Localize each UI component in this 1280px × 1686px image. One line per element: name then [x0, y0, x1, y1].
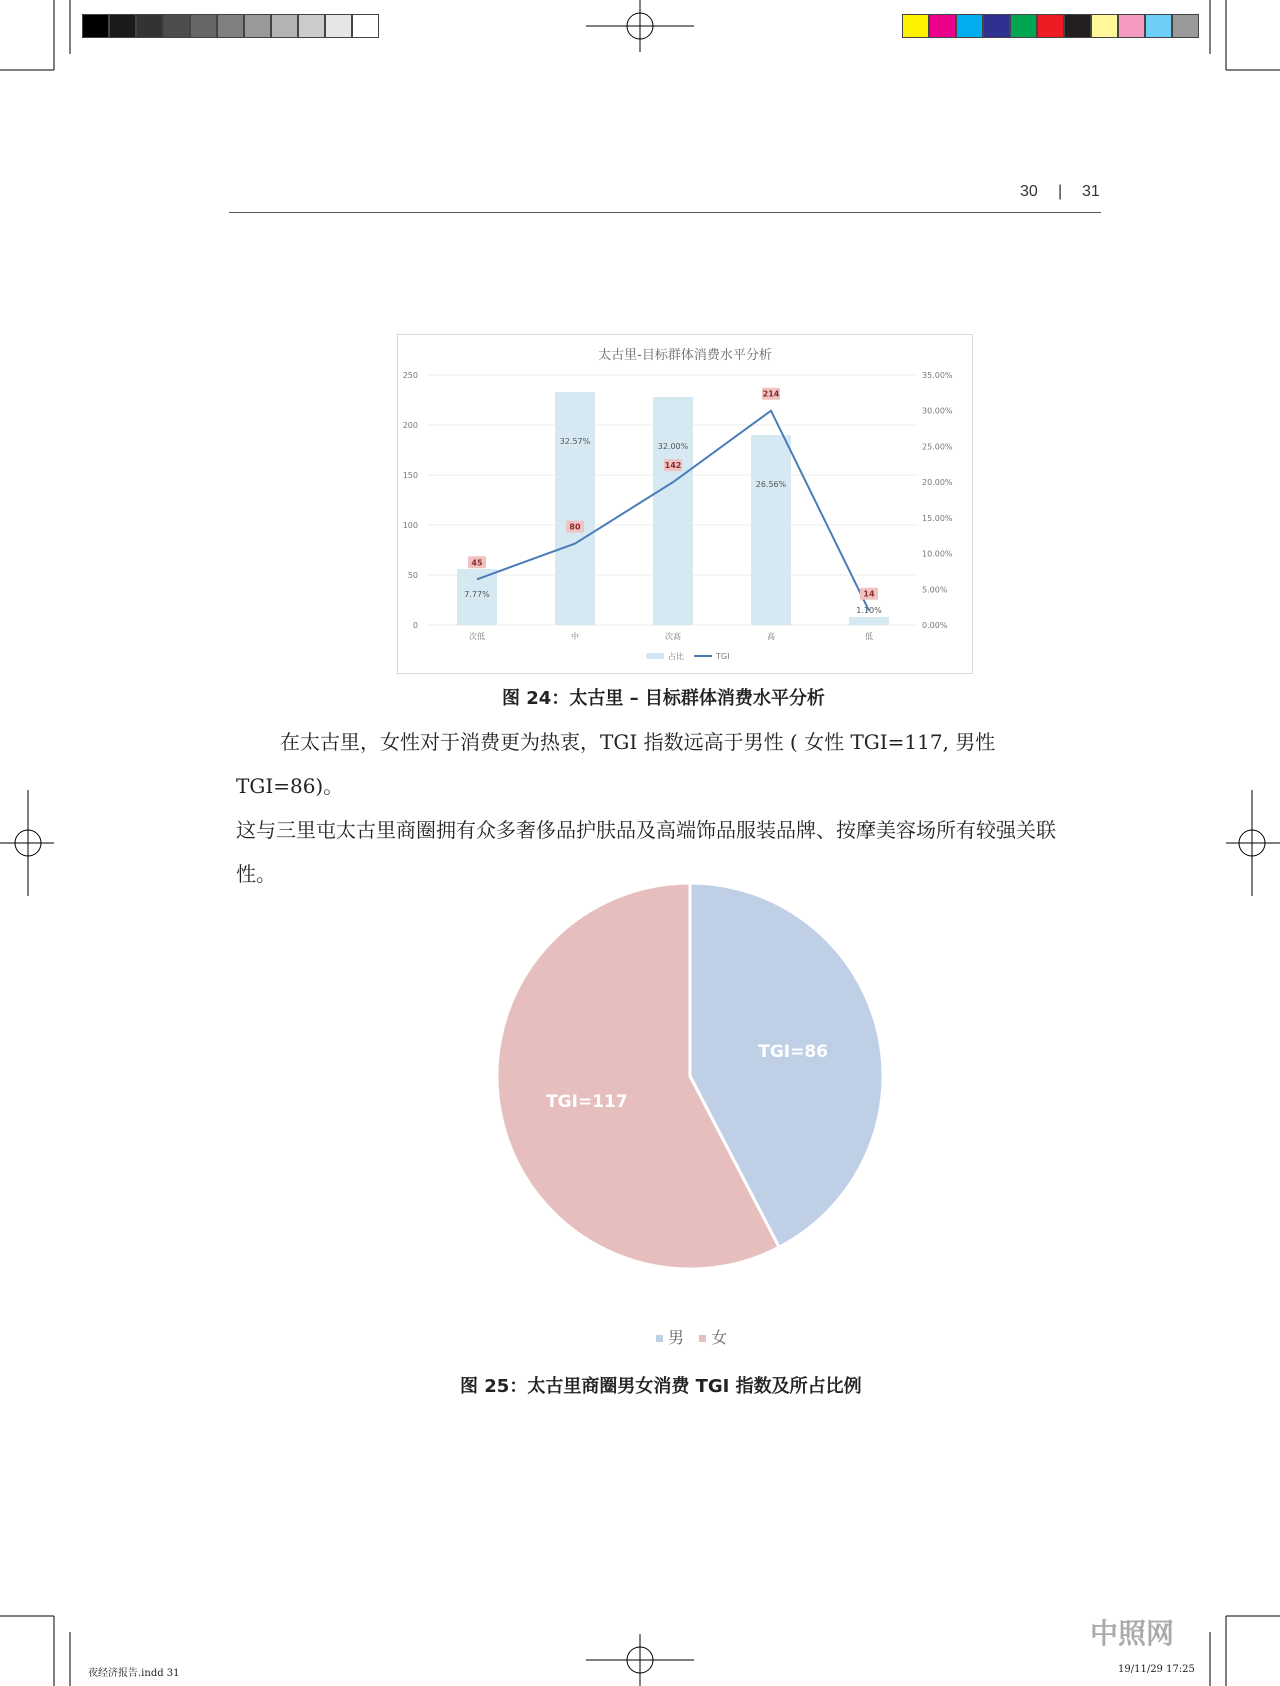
consumption-level-chart — [398, 335, 972, 673]
figure-25-caption: 图 25：太古里商圈男女消费 TGI 指数及所占比例 — [460, 1376, 862, 1397]
watermark-logo: 中照网 — [1090, 1617, 1175, 1650]
calibration-swatch — [352, 14, 379, 38]
bar-3 — [751, 435, 791, 625]
legend-female-swatch — [699, 1335, 706, 1342]
calibration-swatch — [244, 14, 271, 38]
calibration-swatch — [325, 14, 352, 38]
category-tick-label: 低 — [865, 632, 873, 641]
calibration-swatch — [190, 14, 217, 38]
chart-title: 太古里-目标群体消费水平分析 — [598, 348, 772, 363]
paragraph-line-1: 在太古里，女性对于消费更为热衷，TGI 指数远高于男性 ( 女性 TGI=117, 男性 TGI=86)。 — [236, 730, 996, 798]
calibration-swatch — [1064, 14, 1091, 38]
calibration-swatch — [1118, 14, 1145, 38]
header-rule — [229, 212, 1101, 213]
tgi-value-label: 214 — [762, 389, 780, 399]
footer-file-name: 夜经济报告.indd 31 — [88, 1668, 180, 1679]
bar-percent-label: 32.00% — [657, 442, 689, 451]
bar-1 — [555, 392, 595, 625]
calibration-swatch — [1091, 14, 1118, 38]
page-number-separator: | — [1058, 183, 1063, 200]
right-axis-tick-label: 25.00% — [922, 442, 953, 452]
calibration-swatch — [1172, 14, 1199, 38]
left-axis-tick-label: 150 — [402, 471, 418, 480]
pie-slice-label: TGI=117 — [546, 1092, 628, 1113]
calibration-swatch — [956, 14, 983, 38]
legend-line-label: TGI — [716, 652, 730, 661]
calibration-swatch — [1037, 14, 1064, 38]
figure-25-legend — [656, 1325, 727, 1348]
calibration-swatch — [298, 14, 325, 38]
paragraph-line-2: 这与三里屯太古里商圈拥有众多奢侈品护肤品及高端饰品服装品牌、按摩美容场所有较强关联 — [236, 818, 1056, 842]
footer-date: 19/11/29 17:25 — [1118, 1664, 1195, 1675]
right-axis-tick-label: 35.00% — [922, 371, 953, 380]
calibration-swatch — [902, 14, 929, 38]
tgi-value-label: 80 — [569, 522, 581, 532]
figure-24-caption: 图 24：太古里 – 目标群体消费水平分析 — [502, 688, 825, 709]
bar-percent-label: 32.57% — [559, 437, 591, 446]
tgi-value-label: 45 — [471, 558, 483, 568]
right-axis-tick-label: 30.00% — [922, 406, 953, 416]
calibration-swatch — [82, 14, 109, 38]
left-axis-tick-label: 100 — [402, 521, 418, 530]
calibration-swatch — [109, 14, 136, 38]
left-axis-tick-label: 50 — [407, 571, 418, 580]
left-axis-tick-label: 200 — [402, 421, 418, 430]
legend-female-label: 女 — [711, 1328, 728, 1347]
left-axis-tick-label: 250 — [402, 371, 418, 380]
calibration-swatch — [1010, 14, 1037, 38]
calibration-swatch — [217, 14, 244, 38]
paragraph-line-3: 性。 — [236, 862, 276, 886]
right-axis-tick-label: 0.00% — [922, 621, 948, 630]
calibration-swatch — [271, 14, 298, 38]
bar-percent-label: 7.77% — [464, 590, 490, 599]
legend-male-label: 男 — [668, 1328, 685, 1347]
category-tick-label: 中 — [571, 632, 579, 641]
bar-percent-label: 1.10% — [856, 606, 882, 615]
body-paragraph — [236, 720, 1106, 896]
category-tick-label: 高 — [767, 632, 775, 641]
right-axis-tick-label: 15.00% — [922, 513, 953, 523]
right-axis-tick-label: 10.00% — [922, 549, 953, 559]
category-tick-label: 次低 — [469, 632, 485, 641]
gender-tgi-pie-chart — [490, 876, 890, 1276]
right-axis-tick-label: 20.00% — [922, 478, 953, 488]
calibration-swatch — [929, 14, 956, 38]
pie-slice-label: TGI=86 — [758, 1041, 829, 1062]
bar-percent-label: 26.56% — [755, 480, 787, 489]
right-axis-tick-label: 5.00% — [922, 585, 948, 595]
page-number-left: 30 — [1020, 183, 1038, 200]
tgi-value-label: 142 — [664, 461, 682, 471]
bar-2 — [653, 397, 693, 625]
left-axis-tick-label: 0 — [412, 621, 418, 630]
page-number-right: 31 — [1082, 183, 1100, 200]
calibration-swatch — [163, 14, 190, 38]
category-tick-label: 次高 — [665, 632, 681, 641]
figure-24-chart-frame — [397, 334, 973, 674]
bar-4 — [849, 617, 889, 625]
legend-bar-swatch — [646, 653, 664, 659]
legend-male-swatch — [656, 1335, 663, 1342]
calibration-swatch — [136, 14, 163, 38]
calibration-swatch — [1145, 14, 1172, 38]
calibration-swatch — [983, 14, 1010, 38]
tgi-value-label: 14 — [863, 589, 875, 599]
legend-bar-label: 占比 — [668, 652, 684, 661]
